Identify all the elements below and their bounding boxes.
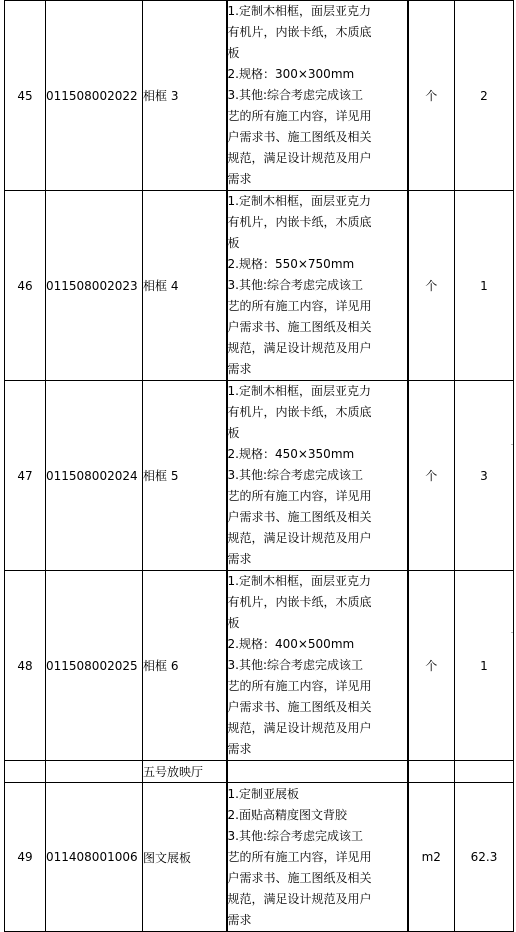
item-code: 011508002022	[46, 1, 143, 191]
description-line: 艺的所有施工内容，详见用	[227, 679, 372, 693]
description-line: 3.其他:综合考虑完成该工	[227, 658, 363, 672]
empty-cell	[5, 761, 46, 783]
description-line: 需求	[227, 362, 252, 376]
empty-cell	[46, 761, 143, 783]
table-row	[5, 191, 514, 381]
description-line: 需求	[227, 552, 252, 566]
description-line: 2.规格：550×750mm	[227, 257, 355, 271]
item-description	[227, 191, 408, 381]
empty-cell	[227, 761, 408, 783]
item-code: 011508002023	[46, 191, 143, 381]
description-line: 2.面贴高精度图文背胶	[227, 807, 347, 822]
table-row	[5, 381, 514, 571]
description-line: 需求	[227, 742, 252, 756]
description-line: 1.定制木相框，面层亚克力	[227, 384, 371, 398]
description-line: 需求	[227, 912, 252, 927]
description-line: 3.其他:综合考虑完成该工	[227, 88, 363, 102]
item-number: 46	[5, 191, 46, 381]
item-description	[227, 571, 408, 761]
table-row	[5, 571, 514, 761]
description-line: 有机片，内嵌卡纸，木质底	[227, 595, 372, 609]
description-line: 户需求书、施工图纸及相关	[227, 320, 372, 334]
description-line: 板	[227, 426, 240, 440]
description-line: 艺的所有施工内容，详见用	[227, 489, 372, 503]
item-description	[227, 1, 408, 191]
description-line: 板	[227, 46, 240, 60]
description-line: 规范，满足设计规范及用户	[227, 721, 372, 735]
description-line: 有机片，内嵌卡纸，木质底	[227, 405, 372, 419]
description-line: 2.规格：300×300mm	[227, 67, 355, 81]
description-line: 规范，满足设计规范及用户	[227, 341, 372, 355]
description-line: 3.其他:综合考虑完成该工	[227, 468, 363, 482]
description-line: 规范，满足设计规范及用户	[227, 531, 372, 545]
description-line: 1.定制木相框，面层亚克力	[227, 4, 371, 18]
edge-mark	[511, 632, 513, 633]
item-name: 相框 3	[143, 1, 227, 191]
description-line: 艺的所有施工内容，详见用	[227, 109, 372, 123]
section-row	[5, 761, 514, 783]
item-code: 011508002025	[46, 571, 143, 761]
description-line: 户需求书、施工图纸及相关	[227, 870, 372, 885]
description-line: 规范，满足设计规范及用户	[227, 151, 372, 165]
item-unit: 个	[408, 191, 455, 381]
edge-mark	[511, 444, 513, 445]
description-line: 板	[227, 616, 240, 630]
item-quantity: 1	[455, 571, 514, 761]
item-unit: 个	[408, 381, 455, 571]
item-name: 相框 5	[143, 381, 227, 571]
description-line: 板	[227, 236, 240, 250]
section-title: 五号放映厅	[143, 761, 227, 783]
description-line: 艺的所有施工内容，详见用	[227, 299, 372, 313]
table-row	[5, 1, 514, 191]
description-line: 有机片，内嵌卡纸，木质底	[227, 215, 372, 229]
item-number: 49	[5, 783, 46, 932]
table-row	[5, 783, 514, 932]
item-quantity: 3	[455, 381, 514, 571]
item-quantity: 62.3	[455, 783, 514, 932]
item-code: 011508002024	[46, 381, 143, 571]
table-body	[5, 1, 514, 932]
item-description	[227, 381, 408, 571]
item-name: 相框 6	[143, 571, 227, 761]
description-line: 户需求书、施工图纸及相关	[227, 510, 372, 524]
empty-cell	[455, 761, 514, 783]
description-line: 3.其他:综合考虑完成该工	[227, 278, 363, 292]
description-line: 2.规格：400×500mm	[227, 637, 355, 651]
item-unit: 个	[408, 1, 455, 191]
description-line: 1.定制亚展板	[227, 786, 299, 801]
description-line: 1.定制木相框，面层亚克力	[227, 194, 371, 208]
item-quantity: 1	[455, 191, 514, 381]
description-line: 户需求书、施工图纸及相关	[227, 130, 372, 144]
item-number: 47	[5, 381, 46, 571]
item-number: 45	[5, 1, 46, 191]
description-line: 户需求书、施工图纸及相关	[227, 700, 372, 714]
item-quantity: 2	[455, 1, 514, 191]
item-name: 图文展板	[143, 783, 227, 932]
description-line: 3.其他:综合考虑完成该工	[227, 828, 363, 843]
description-line: 有机片，内嵌卡纸，木质底	[227, 25, 372, 39]
item-unit: 个	[408, 571, 455, 761]
item-name: 相框 4	[143, 191, 227, 381]
empty-cell	[408, 761, 455, 783]
item-number: 48	[5, 571, 46, 761]
description-line: 需求	[227, 172, 252, 186]
description-line: 1.定制木相框，面层亚克力	[227, 574, 371, 588]
description-line: 2.规格：450×350mm	[227, 447, 355, 461]
bill-of-quantities-table	[4, 0, 514, 932]
item-code: 011408001006	[46, 783, 143, 932]
description-line: 规范，满足设计规范及用户	[227, 891, 372, 906]
description-line: 艺的所有施工内容，详见用	[227, 849, 372, 864]
item-unit: m2	[408, 783, 455, 932]
item-description	[227, 783, 408, 932]
